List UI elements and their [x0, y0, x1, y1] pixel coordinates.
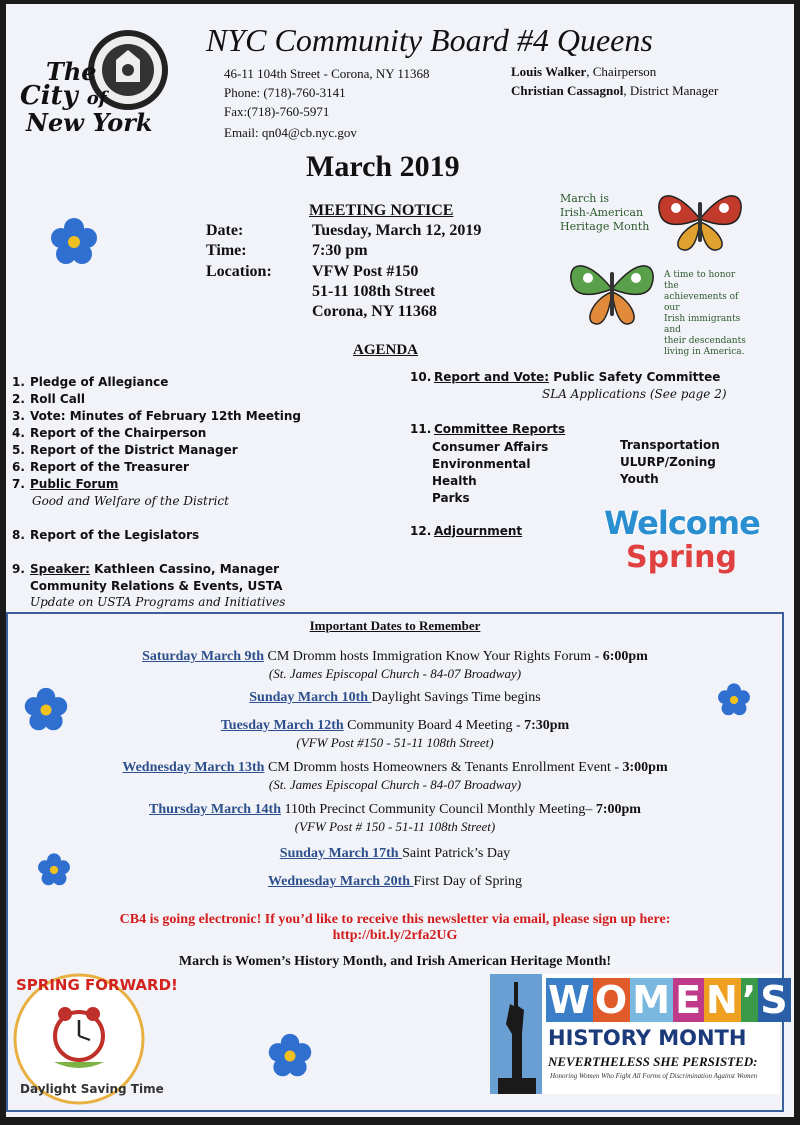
officers: [511, 62, 718, 100]
agenda-item-2: 2. Roll Call: [12, 392, 86, 406]
time-value: 7:30 pm: [312, 242, 368, 259]
spring-text: Spring: [626, 540, 737, 575]
irish-heritage-graphic: [554, 184, 750, 357]
phone: Phone: (718)-760-3141: [224, 85, 346, 100]
agenda-item-7-sub: Good and Welfare of the District: [32, 494, 229, 508]
event-row-5: Thursday March 14th 110th Precinct Community Council Monthly Meeting– 7:00pm: [149, 802, 641, 817]
location-label: Location:: [206, 263, 272, 280]
event-3-location: (VFW Post #150 - 51-11 108th Street): [296, 735, 494, 750]
chair-role: , Chairperson: [586, 64, 657, 79]
fax: Fax:(718)-760-5971: [224, 104, 330, 119]
agenda-item-12: 12. Adjournment: [410, 524, 523, 538]
event-row-1: Saturday March 9th CM Dromm hosts Immigration Know Your Rights Forum - 6:00pm: [142, 649, 648, 664]
event-7-date[interactable]: Wednesday March 20th: [267, 874, 414, 889]
meeting-notice-title: MEETING NOTICE: [309, 202, 454, 219]
dm-role: , District Manager: [623, 83, 719, 98]
committee-list-left: [432, 439, 548, 507]
newsletter-page: [6, 4, 794, 1117]
irish-heading-2: Irish-American: [560, 206, 644, 219]
nevertheless-text: NEVERTHELESS SHE PERSISTED:: [548, 1054, 758, 1069]
event-3-date[interactable]: Tuesday March 12th: [220, 718, 344, 733]
welcome-spring-graphic: [604, 504, 782, 594]
spring-forward-badge: [10, 970, 178, 1108]
committee-environmental: Environmental: [432, 457, 531, 471]
daylight-saving-text: Daylight Saving Time: [20, 1082, 164, 1096]
meeting-date-row: [206, 222, 481, 240]
honoring-text: Honoring Women Who Fight All Forms of Discrimination Against Women: [550, 1072, 758, 1080]
agenda-title: AGENDA: [353, 342, 419, 358]
agenda-item-5: 5. Report of the District Manager: [12, 443, 238, 457]
blue-flower-icon: [36, 852, 72, 888]
event-row-6: Sunday March 17th Saint Patrick’s Day: [279, 846, 511, 861]
history-month-text: HISTORY MONTH: [548, 1026, 747, 1050]
org-title: NYC Community Board #4 Queens: [206, 22, 653, 58]
spring-forward-text: SPRING FORWARD!: [16, 976, 178, 994]
committee-youth: Youth: [620, 472, 659, 486]
event-row-3: Tuesday March 12th Community Board 4 Meeting - 7:30pm: [220, 718, 570, 733]
irish-caption-1: A time to honor the: [664, 270, 736, 291]
meeting-time-row: [206, 242, 368, 260]
location-line-3: Corona, NY 11368: [312, 303, 437, 320]
email: Email: qn04@cb.nyc.gov: [224, 125, 357, 140]
location-line-1: VFW Post #150: [312, 263, 419, 280]
event-4-date[interactable]: Wednesday March 13th: [122, 760, 265, 775]
dm-name: Christian Cassagnol: [511, 83, 624, 98]
date-label: Date:: [206, 222, 244, 239]
irish-caption-5: living in America.: [664, 347, 745, 357]
blue-flower-icon: [716, 682, 752, 718]
committee-consumer-affairs: Consumer Affairs: [432, 440, 549, 454]
contact-block: [224, 64, 429, 142]
blue-flower-icon: [266, 1032, 314, 1080]
womens-history-month-graphic: [490, 974, 789, 1094]
logo-line-4: New York: [26, 108, 153, 137]
irish-heading-1: March is: [560, 192, 609, 205]
date-value: Tuesday, March 12, 2019: [312, 222, 482, 239]
womens-letters: W O M E N’S: [548, 978, 789, 1022]
committee-parks: Parks: [432, 491, 470, 505]
agenda-item-7: 7. Public Forum: [12, 477, 119, 491]
address: 46-11 104th Street - Corona, NY 11368: [224, 66, 430, 81]
event-2-date[interactable]: Sunday March 10th: [249, 690, 372, 705]
agenda-item-1: 1. Pledge of Allegiance: [12, 375, 169, 389]
agenda-item-9-line2: Community Relations & Events, USTA: [30, 579, 283, 593]
logo-line-2: City: [20, 81, 78, 111]
irish-caption-3: Irish immigrants and: [664, 314, 741, 335]
event-row-7: Wednesday March 20th First Day of Spring: [267, 874, 523, 889]
statue-of-liberty-icon: [490, 974, 542, 1094]
irish-heading-3: Heritage Month: [560, 220, 650, 233]
important-dates-title: Important Dates to Remember: [309, 618, 481, 633]
agenda-item-3: 3. Vote: Minutes of February 12th Meeting: [12, 409, 301, 423]
committee-ulurp: ULURP/Zoning: [620, 455, 716, 469]
irish-heading: [560, 192, 649, 234]
agenda-item-9-sub: Update on USTA Programs and Initiatives: [30, 595, 286, 609]
agenda-item-10: 10. Report and Vote: Public Safety Committee: [410, 370, 721, 384]
electronic-notice: CB4 is going electronic! If you’d like to receive this newsletter via email, please sign up here:: [119, 912, 671, 927]
heritage-month-note: March is Women’s History Month, and Irish American Heritage Month!: [178, 954, 612, 969]
event-5-location: (VFW Post # 150 - 51-11 108th Street): [294, 819, 496, 834]
agenda-item-10-sub: SLA Applications (See page 2): [542, 387, 727, 401]
red-butterfly-icon: [652, 184, 748, 254]
agenda-item-6: 6. Report of the Treasurer: [12, 460, 189, 474]
month-heading: March 2019: [306, 150, 460, 183]
event-1-date[interactable]: Saturday March 9th: [142, 649, 264, 664]
time-label: Time:: [206, 242, 247, 259]
event-5-date[interactable]: Thursday March 14th: [149, 802, 281, 817]
agenda-item-8: 8. Report of the Legislators: [12, 528, 200, 542]
irish-caption-4: their descendants: [664, 336, 746, 346]
blue-flower-icon: [48, 216, 100, 268]
location-line-2: 51-11 108th Street: [312, 283, 436, 300]
irish-caption: [664, 270, 750, 358]
committee-list-right: [620, 437, 720, 488]
electronic-link: http://bit.ly/2rfa2UG: [332, 928, 458, 943]
event-4-location: (St. James Episcopal Church - 84-07 Broadway): [268, 777, 522, 792]
logo-line-3: of: [86, 88, 107, 109]
meeting-location-row: [206, 262, 437, 322]
logo-line-1: The: [46, 57, 97, 86]
event-1-location: (St. James Episcopal Church - 84-07 Broadway): [268, 666, 522, 681]
irish-caption-2: achievements of our: [664, 292, 739, 313]
chair-name: Louis Walker: [511, 64, 587, 79]
city-logo: [20, 57, 153, 137]
agenda-item-4: 4. Report of the Chairperson: [12, 426, 207, 440]
green-butterfly-icon: [564, 254, 660, 328]
committee-health: Health: [432, 474, 477, 488]
event-6-date[interactable]: Sunday March 17th: [279, 846, 403, 861]
event-row-4: Wednesday March 13th CM Dromm hosts Homeowners & Tenants Enrollment Event - 3:00pm: [122, 760, 668, 775]
committee-transportation: Transportation: [620, 438, 720, 452]
welcome-text: Welcome: [604, 504, 760, 542]
blue-flower-icon: [22, 686, 70, 734]
agenda-item-11: 11. Committee Reports: [410, 422, 566, 436]
agenda-item-9: 9. Speaker: Kathleen Cassino, Manager: [12, 562, 280, 576]
event-row-2: Sunday March 10th Daylight Savings Time begins: [249, 690, 541, 705]
